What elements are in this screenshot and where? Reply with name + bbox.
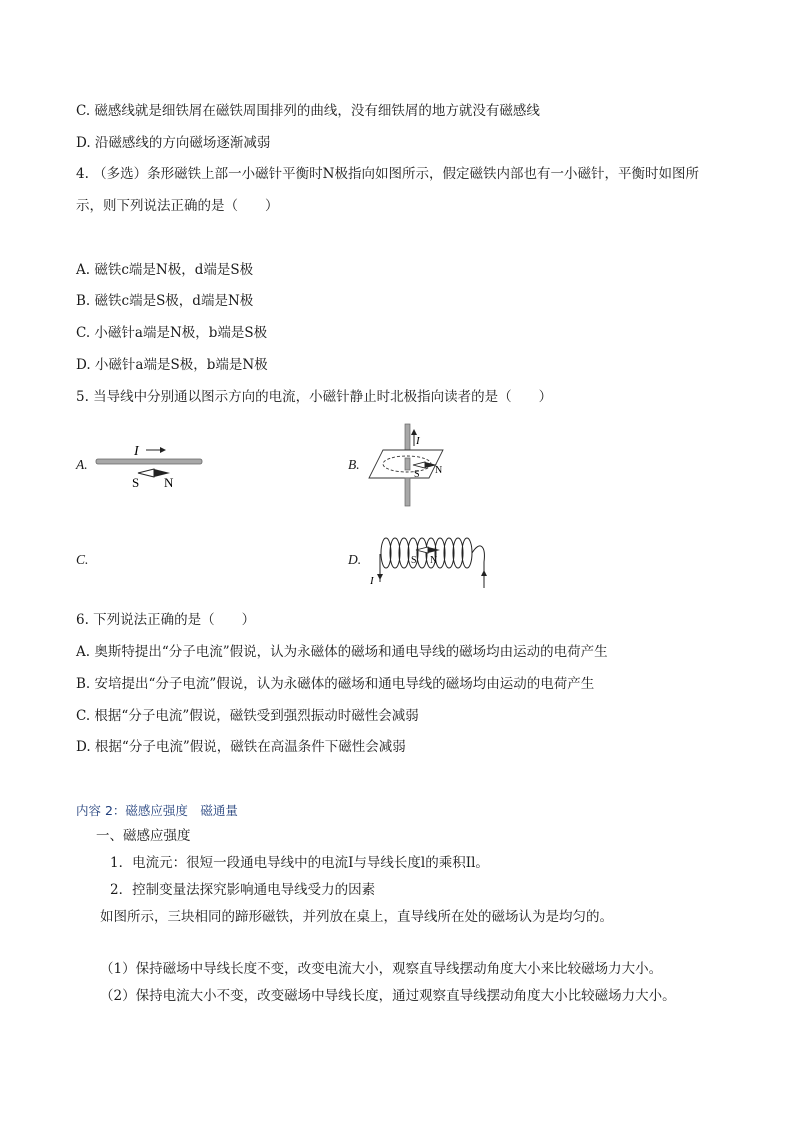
section-paragraph: 如图所示，三块相同的蹄形磁铁，并列放在桌上，直导线所在处的磁场认为是均匀的。 [100, 909, 613, 925]
q3-option-d: D. 沿磁感线的方向磁场逐渐减弱 [76, 135, 271, 151]
figd-current-label: I [370, 575, 374, 587]
q6-option-c: C. 根据“分子电流”假说，磁铁受到强烈振动时磁性会减弱 [76, 708, 419, 724]
figa-current-label: I [134, 444, 139, 459]
section-point-1: （1）保持磁场中导线长度不变，改变电流大小，观察直导线摆动角度大小来比较磁场力大小。 [100, 961, 663, 977]
figb-wire-bottom [405, 478, 410, 506]
q4-option-a: A. 磁铁c端是N极，d端是S极 [76, 262, 254, 278]
figd-current-arrowhead-down [377, 574, 383, 580]
q5-figure-a [92, 438, 212, 490]
q5-figure-b [365, 422, 455, 508]
q4-option-d: D. 小磁针a端是S极，b端是N极 [76, 357, 268, 373]
figd-lead-right [472, 546, 484, 588]
figd-n-label: N [430, 555, 438, 566]
figa-needle-south [138, 469, 154, 477]
q5-label-a: A. [76, 457, 88, 472]
section-point-2: （2）保持电流大小不变，改变磁场中导线长度，通过观察直导线摆动角度大小比较磁场力大小。 [100, 988, 676, 1004]
q5-label-d: D. [348, 552, 362, 567]
q4-option-c: C. 小磁针a端是N极，b端是S极 [76, 325, 268, 341]
q4-option-b: B. 磁铁c端是S极，d端是N极 [76, 293, 254, 309]
q5-label-b: B. [348, 457, 360, 472]
figa-n-label: N [164, 475, 174, 490]
q5-label-c: C. [76, 552, 89, 567]
figa-wire [96, 459, 202, 464]
figb-s-label: S [414, 469, 420, 480]
q5-figure-d [368, 532, 490, 590]
figb-n-label: N [435, 465, 443, 476]
section-item-2: 2．控制变量法探究影响通电导线受力的因素 [110, 882, 376, 898]
figb-current-label: I [416, 435, 420, 447]
q4-stem-line1: 4. （多选）条形磁铁上部一小磁针平衡时N极指向如图所示，假定磁铁内部也有一小磁针，平衡时如图所 [76, 166, 699, 182]
q3-option-c: C. 磁感线就是细铁屑在磁铁周围排列的曲线，没有细铁屑的地方就没有磁感线 [76, 103, 540, 119]
figa-s-label: S [132, 475, 140, 490]
figb-wire-top [405, 424, 410, 454]
figd-current-arrowhead-up [481, 570, 487, 576]
figb-wire-middle [405, 458, 410, 470]
q4-stem-line2: 示，则下列说法正确的是（ ） [76, 198, 279, 214]
q5-stem: 5. 当导线中分别通以图示方向的电流，小磁针静止时北极指向读者的是（ ） [76, 389, 553, 405]
q6-option-d: D. 根据“分子电流”假说，磁铁在高温条件下磁性会减弱 [76, 739, 406, 755]
q6-stem: 6. 下列说法正确的是（ ） [76, 612, 256, 628]
section-heading: 内容 2：磁感应强度 磁通量 [76, 803, 238, 818]
q6-option-a: A. 奥斯特提出“分子电流”假说，认为永磁体的磁场和通电导线的磁场均由运动的电荷产生 [76, 644, 608, 660]
figd-s-label: S [411, 555, 417, 566]
figa-current-arrowhead [160, 447, 166, 453]
section-item-1: 1．电流元：很短一段通电导线中的电流I与导线长度l的乘积Il。 [110, 855, 489, 871]
q6-option-b: B. 安培提出“分子电流”假说，认为永磁体的磁场和通电导线的磁场均由运动的电荷产生 [76, 676, 595, 692]
figd-needle-north [428, 547, 440, 553]
section-subheading: 一、磁感应强度 [96, 828, 191, 844]
